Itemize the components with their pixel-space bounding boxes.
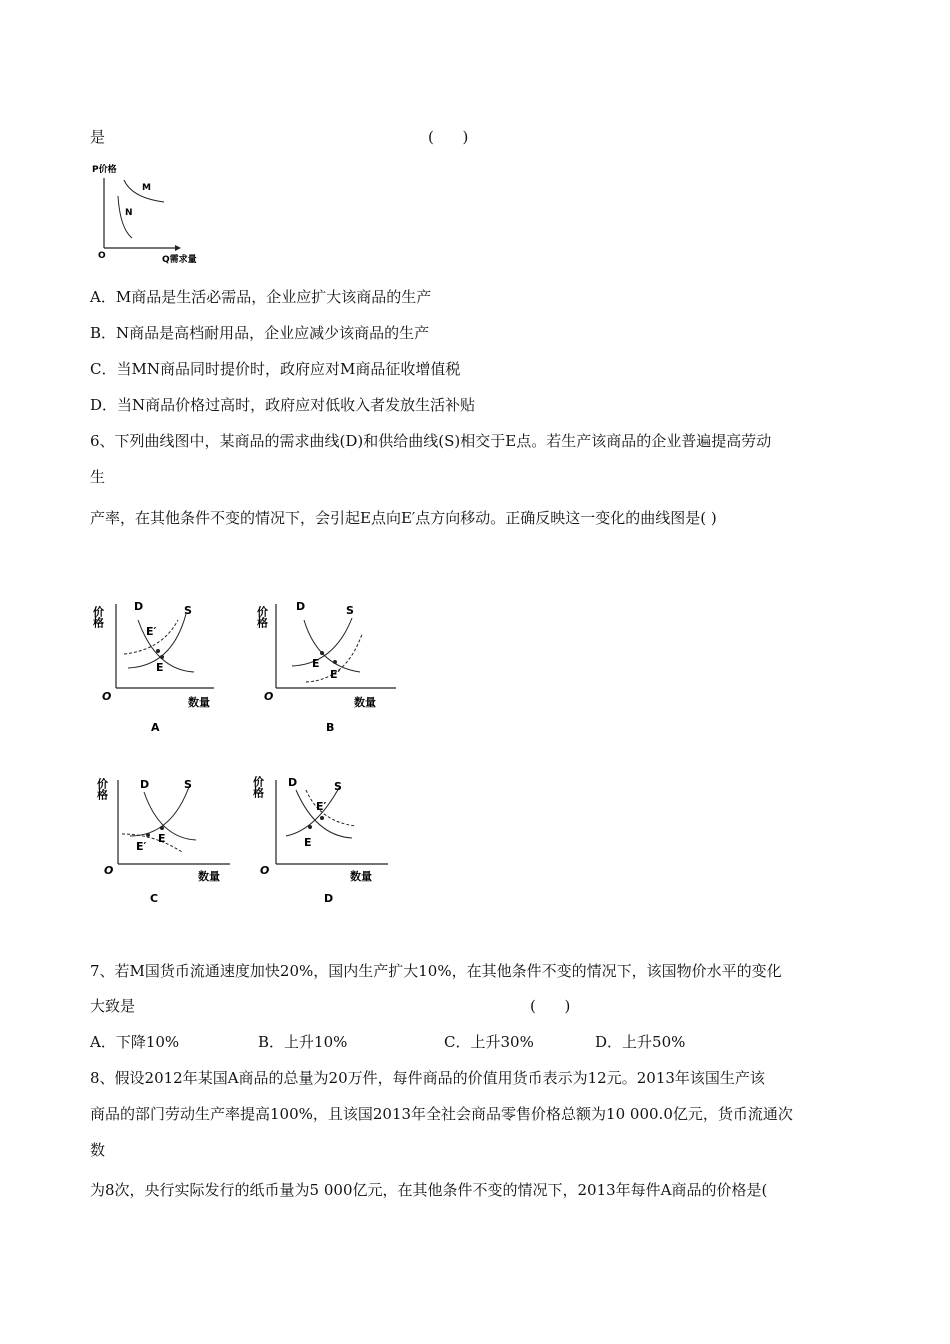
q7-line-1: 7、若M国货币流通速度加快20%，国内生产扩大10%，在其他条件不变的情况下，该国物价水平的变化 [90, 962, 782, 980]
q8-line-3: 数 [90, 1141, 106, 1159]
q5-stem-end: 是 [90, 128, 106, 146]
q6-graph-c [95, 766, 240, 916]
point-e-prime [333, 660, 337, 664]
graph-caption: C [150, 892, 159, 905]
q5-option-c: C．当MN商品同时提价时，政府应对M商品征收增值税 [90, 360, 461, 378]
e-label: E [312, 657, 320, 670]
q6-graph-d [251, 766, 398, 916]
q7-option-c: C．上升30% [444, 1033, 534, 1051]
point-e-prime [320, 816, 324, 820]
q6-line-2: 生 [90, 468, 106, 486]
x-axis-label: 数量 [350, 870, 372, 883]
q6-graph-a [91, 590, 236, 740]
d-label: D [140, 778, 150, 791]
x-axis-label: 数量 [198, 870, 220, 883]
graph-caption: A [151, 721, 160, 734]
point-e [320, 651, 324, 655]
point-e [308, 825, 312, 829]
origin-label: O [264, 690, 274, 703]
q7-option-d: D．上升50% [595, 1033, 686, 1051]
origin-label: O [104, 864, 114, 877]
e-label: E [156, 661, 164, 674]
supply-curve [286, 786, 340, 836]
demand-curve [144, 792, 196, 840]
y-axis-label: P价格 [92, 165, 117, 175]
q5-option-d: D．当N商品价格过高时，政府应对低收入者发放生活补贴 [90, 396, 476, 414]
y-axis-label: 价格 [255, 606, 269, 628]
e-prime-label: E′ [146, 625, 157, 638]
point-e-prime [156, 649, 160, 653]
curve-m-label: M [142, 183, 151, 193]
s-label: S [334, 780, 342, 793]
s-label: S [184, 604, 192, 617]
q8-line-2: 商品的部门劳动生产率提高100%，且该国2013年全社会商品零售价格总额为10 000.0亿元，货币流通次 [90, 1105, 793, 1123]
e-prime-label: E′ [330, 668, 341, 681]
e-prime-label: E′ [316, 800, 327, 813]
e-label: E [304, 836, 312, 849]
q5-option-a: A．M商品是生活必需品，企业应扩大该商品的生产 [90, 288, 432, 306]
x-axis-arrow [175, 245, 181, 251]
q6-graph-b [255, 590, 402, 740]
supply-curve [292, 618, 352, 666]
curve-n-label: N [125, 208, 133, 218]
y-axis-label: 价格 [251, 776, 265, 798]
graph-caption: D [324, 892, 334, 905]
e-prime-label: E′ [136, 840, 147, 853]
point-e [160, 655, 164, 659]
q5-option-b: B．N商品是高档耐用品，企业应减少该商品的生产 [90, 324, 430, 342]
origin-label: O [98, 251, 106, 261]
graph-caption: B [326, 721, 335, 734]
q7-option-b: B．上升10% [258, 1033, 348, 1051]
s-label: S [184, 778, 192, 791]
q7-line-2: 大致是 [90, 997, 136, 1015]
q7-option-a: A．下降10% [90, 1033, 180, 1051]
x-axis-label: 数量 [188, 696, 210, 709]
e-label: E [158, 832, 166, 845]
q6-line-3: 产率，在其他条件不变的情况下，会引起E点向E′点方向移动。正确反映这一变化的曲线图是( ) [90, 509, 717, 527]
supply-curve [130, 784, 190, 836]
s-label: S [346, 604, 354, 617]
origin-label: O [102, 690, 112, 703]
x-axis-label: Q需求量 [162, 255, 197, 265]
d-label: D [288, 776, 298, 789]
supply-curve [128, 614, 186, 668]
q8-line-4: 为8次，央行实际发行的纸币量为5 000亿元，在其他条件不变的情况下，2013年每件A商品的价格是( [90, 1181, 768, 1199]
q8-line-1: 8、假设2012年某国A商品的总量为20万件，每件商品的价值用货币表示为12元。2013年该国生产该 [90, 1069, 765, 1087]
q6-line-1: 6、下列曲线图中，某商品的需求曲线(D)和供给曲线(S)相交于E点。若生产该商品的企业普遍提高劳动 [90, 432, 772, 450]
y-axis-label: 价格 [91, 606, 105, 628]
x-axis-label: 数量 [354, 696, 376, 709]
shifted-curve [306, 790, 356, 826]
q5-demand-graph [92, 158, 222, 268]
point-e [160, 826, 164, 830]
origin-label: O [260, 864, 270, 877]
y-axis-label: 价格 [95, 778, 109, 800]
point-e-prime [146, 833, 150, 837]
q5-answer-paren: ( ) [428, 128, 469, 146]
shifted-curve [122, 834, 182, 852]
d-label: D [296, 600, 306, 613]
q7-answer-paren: ( ) [530, 997, 571, 1015]
d-label: D [134, 600, 144, 613]
